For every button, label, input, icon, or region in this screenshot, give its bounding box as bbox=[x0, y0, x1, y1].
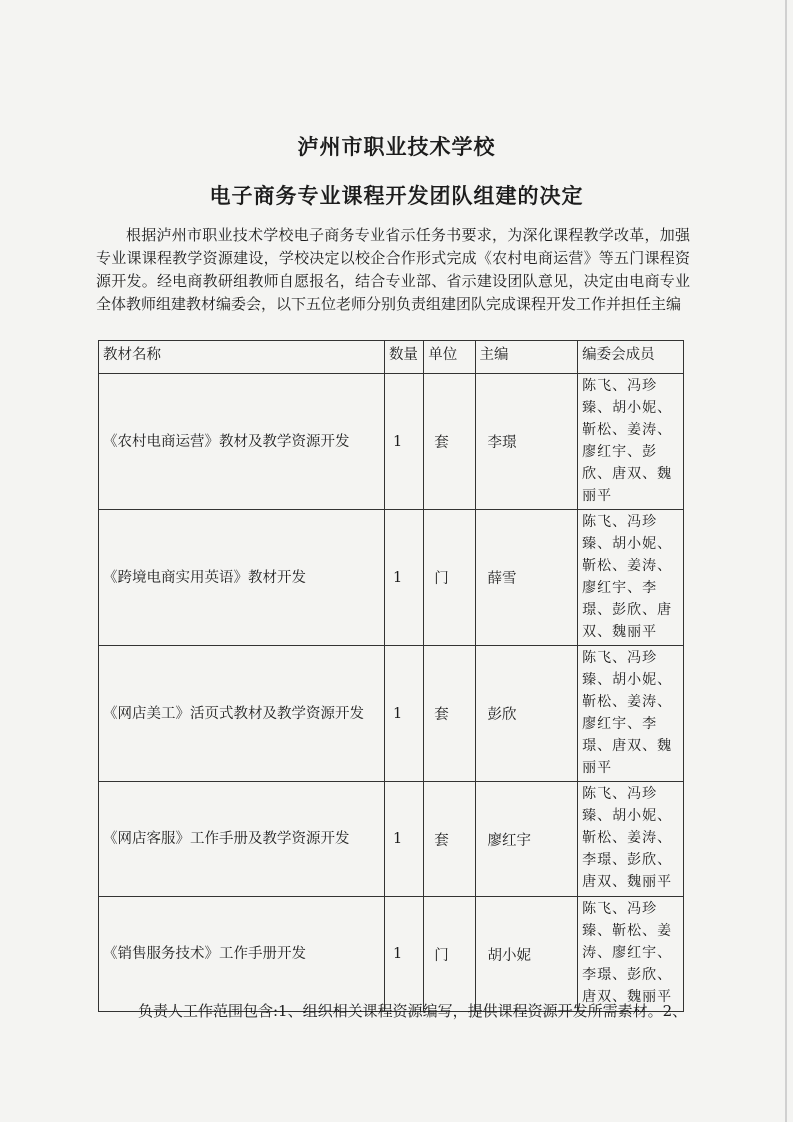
header-cell: 编委会成员 bbox=[578, 341, 684, 374]
header-cell: 主编 bbox=[475, 341, 578, 374]
unit: 套 bbox=[424, 374, 475, 510]
committee-members: 陈飞、冯珍臻、靳松、姜涛、廖红宇、李璟、彭欣、唐双、魏丽平 bbox=[578, 897, 684, 1012]
textbook-name: 《网店美工》活页式教材及教学资源开发 bbox=[99, 646, 385, 782]
table-row bbox=[99, 782, 684, 897]
chief-editor: 李璟 bbox=[475, 374, 578, 510]
unit: 门 bbox=[424, 897, 475, 1012]
table-row bbox=[99, 374, 684, 510]
intro-paragraph: 根据泸州市职业技术学校电子商务专业省示任务书要求，为深化课程教学改革，加强专业课课程教学资源建设，学校决定以校企合作形式完成《农村电商运营》等五门课程资源开发。经电商教研组教师自愿报名，结合专业部、省示建设团队意见，决定由电商专业全体教师组建教材编委会，以下五位老师分别负责组建团队完成课程开发工作并担任主编 bbox=[96, 226, 690, 313]
textbook-name: 《销售服务技术》工作手册开发 bbox=[99, 897, 385, 1012]
table-row bbox=[99, 897, 684, 1012]
quantity: 1 bbox=[384, 510, 423, 646]
textbook-name: 《网店客服》工作手册及教学资源开发 bbox=[99, 782, 385, 897]
unit: 套 bbox=[424, 646, 475, 782]
committee-members: 陈飞、冯珍臻、胡小妮、靳松、姜涛、廖红宇、李璟、唐双、魏丽平 bbox=[578, 646, 684, 782]
header-cell: 数量 bbox=[384, 341, 423, 374]
textbook-name: 《农村电商运营》教材及教学资源开发 bbox=[99, 374, 385, 510]
chief-editor: 彭欣 bbox=[475, 646, 578, 782]
committee-members: 陈飞、冯珍臻、胡小妮、靳松、姜涛、廖红宇、李璟、彭欣、唐双、魏丽平 bbox=[578, 510, 684, 646]
quantity: 1 bbox=[384, 646, 423, 782]
chief-editor: 廖红宇 bbox=[475, 782, 578, 897]
table-header-row bbox=[99, 341, 684, 374]
scan-edge bbox=[785, 0, 787, 1122]
header-cell: 单位 bbox=[424, 341, 475, 374]
header-cell: 教材名称 bbox=[99, 341, 385, 374]
table-row bbox=[99, 646, 684, 782]
chief-editor: 薛雪 bbox=[475, 510, 578, 646]
quantity: 1 bbox=[384, 782, 423, 897]
unit: 套 bbox=[424, 782, 475, 897]
document-subtitle: 电子商务专业课程开发团队组建的决定 bbox=[209, 184, 584, 208]
table-row bbox=[99, 510, 684, 646]
chief-editor: 胡小妮 bbox=[475, 897, 578, 1012]
textbook-table bbox=[98, 340, 684, 1012]
responsibility-paragraph: 负责人工作范围包含:1、组织相关课程资源编写，提供课程资源开发所需素材。2、 bbox=[138, 1002, 688, 1020]
textbook-name: 《跨境电商实用英语》教材开发 bbox=[99, 510, 385, 646]
committee-members: 陈飞、冯珍臻、胡小妮、靳松、姜涛、李璟、彭欣、唐双、魏丽平 bbox=[578, 782, 684, 897]
committee-members: 陈飞、冯珍臻、胡小妮、靳松、姜涛、廖红宇、彭欣、唐双、魏丽平 bbox=[578, 374, 684, 510]
quantity: 1 bbox=[384, 897, 423, 1012]
unit: 门 bbox=[424, 510, 475, 646]
document-title: 泸州市职业技术学校 bbox=[297, 135, 496, 159]
quantity: 1 bbox=[384, 374, 423, 510]
